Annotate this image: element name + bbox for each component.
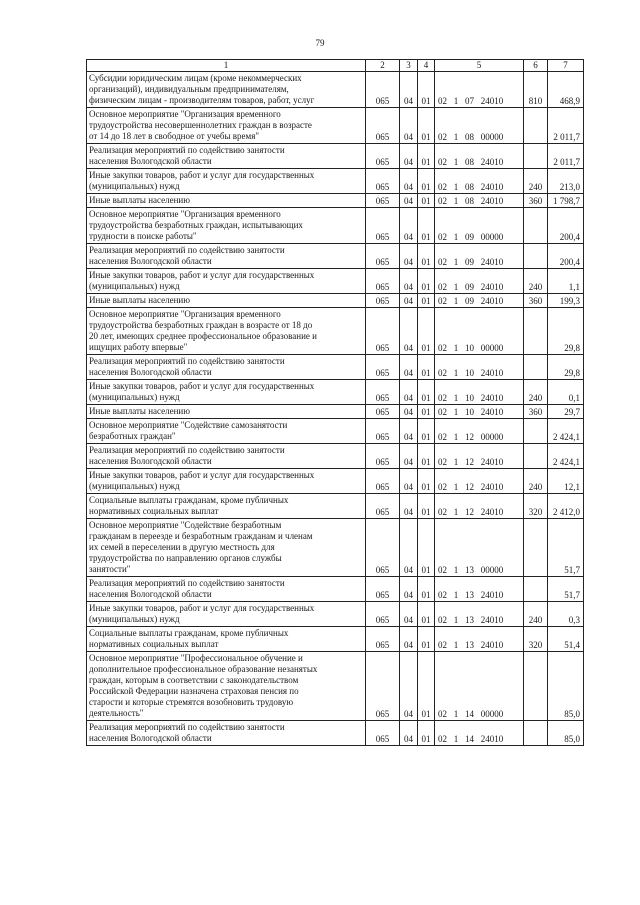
row-target-article-code: 02 1 12 24010 [435, 469, 524, 494]
header-col-4: 4 [418, 60, 435, 72]
row-amount: 2 011,7 [548, 108, 584, 144]
row-ministry-code: 065 [366, 577, 400, 602]
row-subsection-code: 01 [418, 602, 435, 627]
row-ministry-code: 065 [366, 494, 400, 519]
table-row [87, 144, 584, 169]
table-row [87, 269, 584, 294]
row-amount: 29,7 [548, 405, 584, 419]
header-col-7: 7 [548, 60, 584, 72]
table-row [87, 419, 584, 444]
row-subsection-code: 01 [418, 108, 435, 144]
row-target-article-code: 02 1 09 24010 [435, 269, 524, 294]
row-target-article-code: 02 1 12 24010 [435, 494, 524, 519]
row-expense-type-code [524, 355, 548, 380]
row-expense-type-code [524, 108, 548, 144]
row-subsection-code: 01 [418, 405, 435, 419]
row-target-article-code: 02 1 08 24010 [435, 194, 524, 208]
row-ministry-code: 065 [366, 294, 400, 308]
row-section-code: 04 [400, 519, 418, 577]
row-target-article-code: 02 1 13 24010 [435, 627, 524, 652]
row-subsection-code: 01 [418, 144, 435, 169]
row-subsection-code: 01 [418, 721, 435, 746]
row-amount: 468,9 [548, 72, 584, 108]
row-ministry-code: 065 [366, 308, 400, 355]
row-description: Реализация мероприятий по содействию занятости населения Вологодской области [87, 577, 366, 602]
row-subsection-code: 01 [418, 469, 435, 494]
row-description: Основное мероприятие "Содействие самозанятости безработных граждан" [87, 419, 366, 444]
row-subsection-code: 01 [418, 294, 435, 308]
row-amount: 12,1 [548, 469, 584, 494]
header-col-5: 5 [435, 60, 524, 72]
row-expense-type-code [524, 419, 548, 444]
row-ministry-code: 065 [366, 355, 400, 380]
table-row [87, 380, 584, 405]
row-description: Иные выплаты населению [87, 405, 366, 419]
row-amount: 0,1 [548, 380, 584, 405]
row-description: Реализация мероприятий по содействию занятости населения Вологодской области [87, 721, 366, 746]
row-description: Основное мероприятие "Профессиональное обучение и дополнительное профессиональное образование незанятых граждан, которым в соответствии с законодательством Российской Федерации назначена страховая пенсия по старости и которые стремятся возобновить трудовую деятельность" [87, 652, 366, 721]
row-amount: 213,0 [548, 169, 584, 194]
row-description: Социальные выплаты гражданам, кроме публичных нормативных социальных выплат [87, 627, 366, 652]
row-expense-type-code: 320 [524, 627, 548, 652]
page-number: 79 [315, 38, 325, 48]
row-subsection-code: 01 [418, 72, 435, 108]
row-section-code: 04 [400, 308, 418, 355]
row-section-code: 04 [400, 469, 418, 494]
table-row [87, 627, 584, 652]
row-ministry-code: 065 [366, 469, 400, 494]
row-expense-type-code: 360 [524, 194, 548, 208]
row-section-code: 04 [400, 194, 418, 208]
row-description: Социальные выплаты гражданам, кроме публичных нормативных социальных выплат [87, 494, 366, 519]
row-section-code: 04 [400, 577, 418, 602]
row-amount: 1 798,7 [548, 194, 584, 208]
row-description: Иные закупки товаров, работ и услуг для государственных (муниципальных) нужд [87, 169, 366, 194]
row-description: Иные закупки товаров, работ и услуг для государственных (муниципальных) нужд [87, 602, 366, 627]
row-description: Основное мероприятие "Организация временного трудоустройства безработных граждан, испытывающих трудности в поиске работы" [87, 208, 366, 244]
row-expense-type-code [524, 244, 548, 269]
row-amount: 85,0 [548, 721, 584, 746]
row-expense-type-code: 240 [524, 602, 548, 627]
row-target-article-code: 02 1 12 00000 [435, 419, 524, 444]
row-ministry-code: 065 [366, 169, 400, 194]
row-subsection-code: 01 [418, 627, 435, 652]
row-expense-type-code [524, 721, 548, 746]
row-amount: 2 412,0 [548, 494, 584, 519]
header-col-1: 1 [87, 60, 366, 72]
row-section-code: 04 [400, 208, 418, 244]
table-row [87, 244, 584, 269]
row-expense-type-code: 320 [524, 494, 548, 519]
row-expense-type-code: 240 [524, 269, 548, 294]
row-target-article-code: 02 1 07 24010 [435, 72, 524, 108]
row-amount: 85,0 [548, 652, 584, 721]
row-section-code: 04 [400, 494, 418, 519]
row-subsection-code: 01 [418, 380, 435, 405]
table-row [87, 602, 584, 627]
row-expense-type-code: 240 [524, 469, 548, 494]
budget-table [86, 59, 584, 746]
row-section-code: 04 [400, 72, 418, 108]
row-expense-type-code: 810 [524, 72, 548, 108]
row-section-code: 04 [400, 355, 418, 380]
row-amount: 51,7 [548, 577, 584, 602]
row-expense-type-code [524, 519, 548, 577]
row-subsection-code: 01 [418, 169, 435, 194]
row-subsection-code: 01 [418, 494, 435, 519]
row-amount: 2 424,1 [548, 444, 584, 469]
row-expense-type-code [524, 444, 548, 469]
row-amount: 199,3 [548, 294, 584, 308]
row-section-code: 04 [400, 405, 418, 419]
row-target-article-code: 02 1 09 24010 [435, 294, 524, 308]
row-ministry-code: 065 [366, 519, 400, 577]
table-row [87, 469, 584, 494]
row-amount: 200,4 [548, 244, 584, 269]
row-subsection-code: 01 [418, 194, 435, 208]
row-expense-type-code: 240 [524, 380, 548, 405]
row-ministry-code: 065 [366, 721, 400, 746]
table-row [87, 721, 584, 746]
row-section-code: 04 [400, 169, 418, 194]
table-row [87, 652, 584, 721]
row-description: Основное мероприятие "Организация временного трудоустройства несовершеннолетних граждан в возрасте от 14 до 18 лет в свободное от учебы время" [87, 108, 366, 144]
row-description: Субсидии юридическим лицам (кроме некоммерческих организаций), индивидуальным предпринимателям, физическим лицам - производителям товаров, работ, услуг [87, 72, 366, 108]
row-subsection-code: 01 [418, 308, 435, 355]
row-description: Реализация мероприятий по содействию занятости населения Вологодской области [87, 355, 366, 380]
row-description: Основное мероприятие "Организация временного трудоустройства безработных граждан в возрасте от 18 до 20 лет, имеющих среднее профессиональное образование и ищущих работу впервые" [87, 308, 366, 355]
row-target-article-code: 02 1 08 24010 [435, 144, 524, 169]
row-amount: 0,3 [548, 602, 584, 627]
row-amount: 29,8 [548, 355, 584, 380]
row-target-article-code: 02 1 13 00000 [435, 519, 524, 577]
row-target-article-code: 02 1 13 24010 [435, 602, 524, 627]
header-col-6: 6 [524, 60, 548, 72]
row-target-article-code: 02 1 09 00000 [435, 208, 524, 244]
table-row [87, 519, 584, 577]
table-row [87, 444, 584, 469]
row-ministry-code: 065 [366, 627, 400, 652]
row-ministry-code: 065 [366, 72, 400, 108]
table-row [87, 208, 584, 244]
row-target-article-code: 02 1 14 24010 [435, 721, 524, 746]
row-ministry-code: 065 [366, 194, 400, 208]
row-section-code: 04 [400, 294, 418, 308]
row-section-code: 04 [400, 652, 418, 721]
row-expense-type-code: 360 [524, 294, 548, 308]
row-ministry-code: 065 [366, 444, 400, 469]
row-ministry-code: 065 [366, 405, 400, 419]
row-ministry-code: 065 [366, 419, 400, 444]
row-description: Реализация мероприятий по содействию занятости населения Вологодской области [87, 244, 366, 269]
table-row [87, 308, 584, 355]
row-amount: 29,8 [548, 308, 584, 355]
row-subsection-code: 01 [418, 419, 435, 444]
row-description: Реализация мероприятий по содействию занятости населения Вологодской области [87, 444, 366, 469]
row-section-code: 04 [400, 627, 418, 652]
table-row [87, 194, 584, 208]
table-header-row [87, 60, 584, 72]
row-ministry-code: 065 [366, 380, 400, 405]
row-target-article-code: 02 1 10 24010 [435, 405, 524, 419]
row-description: Иные выплаты населению [87, 194, 366, 208]
row-target-article-code: 02 1 08 24010 [435, 169, 524, 194]
row-ministry-code: 065 [366, 652, 400, 721]
row-expense-type-code [524, 652, 548, 721]
table-row [87, 405, 584, 419]
table-row [87, 294, 584, 308]
table-body [87, 72, 584, 746]
row-target-article-code: 02 1 10 24010 [435, 355, 524, 380]
row-section-code: 04 [400, 380, 418, 405]
row-amount: 200,4 [548, 208, 584, 244]
row-ministry-code: 065 [366, 602, 400, 627]
header-col-3: 3 [400, 60, 418, 72]
row-section-code: 04 [400, 721, 418, 746]
row-expense-type-code: 360 [524, 405, 548, 419]
row-subsection-code: 01 [418, 208, 435, 244]
row-section-code: 04 [400, 444, 418, 469]
row-subsection-code: 01 [418, 355, 435, 380]
row-section-code: 04 [400, 602, 418, 627]
row-section-code: 04 [400, 244, 418, 269]
row-target-article-code: 02 1 10 24010 [435, 380, 524, 405]
row-ministry-code: 065 [366, 144, 400, 169]
row-subsection-code: 01 [418, 244, 435, 269]
row-target-article-code: 02 1 08 00000 [435, 108, 524, 144]
row-description: Иные закупки товаров, работ и услуг для государственных (муниципальных) нужд [87, 269, 366, 294]
table-row [87, 72, 584, 108]
table-row [87, 355, 584, 380]
header-col-2: 2 [366, 60, 400, 72]
row-amount: 51,7 [548, 519, 584, 577]
row-ministry-code: 065 [366, 244, 400, 269]
row-target-article-code: 02 1 14 00000 [435, 652, 524, 721]
table-row [87, 169, 584, 194]
row-subsection-code: 01 [418, 269, 435, 294]
row-section-code: 04 [400, 108, 418, 144]
row-target-article-code: 02 1 12 24010 [435, 444, 524, 469]
row-description: Иные закупки товаров, работ и услуг для государственных (муниципальных) нужд [87, 469, 366, 494]
row-expense-type-code [524, 208, 548, 244]
table-row [87, 577, 584, 602]
row-amount: 2 424,1 [548, 419, 584, 444]
row-ministry-code: 065 [366, 208, 400, 244]
row-description: Иные выплаты населению [87, 294, 366, 308]
row-description: Реализация мероприятий по содействию занятости населения Вологодской области [87, 144, 366, 169]
row-target-article-code: 02 1 10 00000 [435, 308, 524, 355]
row-expense-type-code: 240 [524, 169, 548, 194]
row-amount: 2 011,7 [548, 144, 584, 169]
row-expense-type-code [524, 144, 548, 169]
row-section-code: 04 [400, 419, 418, 444]
row-description: Основное мероприятие "Содействие безработным гражданам в переезде и безработным гражданам и членам их семей в переселении в другую местность для трудоустройства по направлению органов службы занятости" [87, 519, 366, 577]
row-expense-type-code [524, 577, 548, 602]
row-subsection-code: 01 [418, 444, 435, 469]
row-subsection-code: 01 [418, 519, 435, 577]
row-section-code: 04 [400, 144, 418, 169]
table-row [87, 108, 584, 144]
table-row [87, 494, 584, 519]
row-amount: 1,1 [548, 269, 584, 294]
row-expense-type-code [524, 308, 548, 355]
row-target-article-code: 02 1 09 24010 [435, 244, 524, 269]
row-description: Иные закупки товаров, работ и услуг для государственных (муниципальных) нужд [87, 380, 366, 405]
row-target-article-code: 02 1 13 24010 [435, 577, 524, 602]
row-subsection-code: 01 [418, 577, 435, 602]
row-ministry-code: 065 [366, 269, 400, 294]
row-subsection-code: 01 [418, 652, 435, 721]
row-ministry-code: 065 [366, 108, 400, 144]
row-amount: 51,4 [548, 627, 584, 652]
row-section-code: 04 [400, 269, 418, 294]
